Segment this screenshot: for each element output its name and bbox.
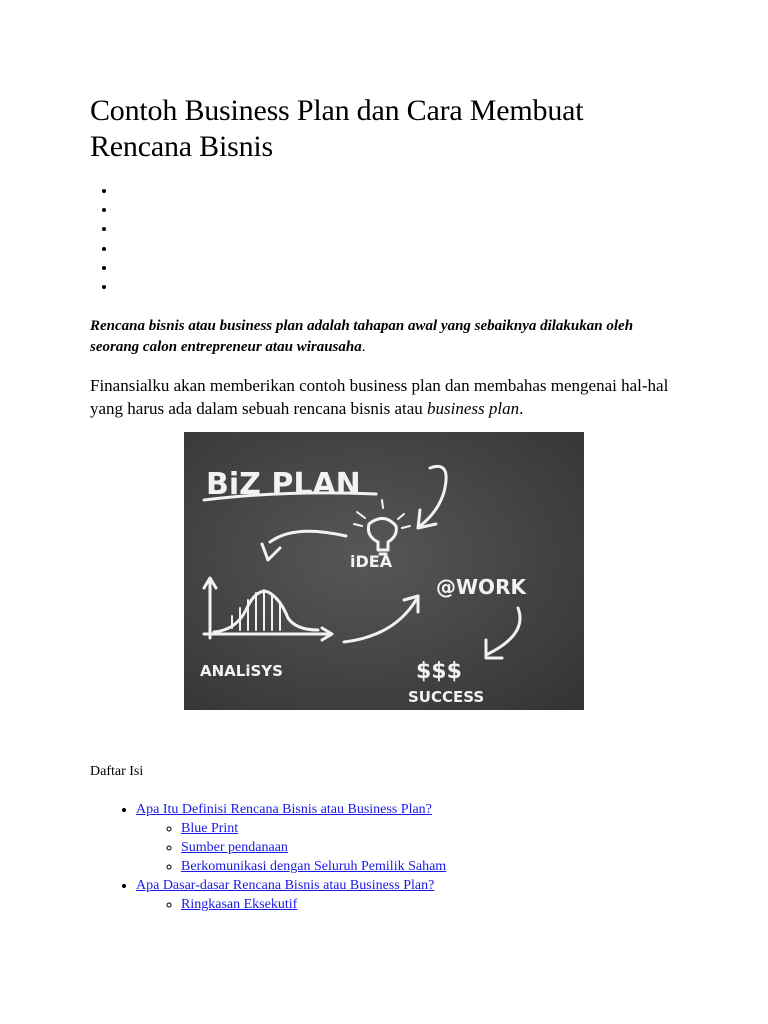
- toc-item: [136, 800, 446, 876]
- curve-hatching: [232, 590, 280, 630]
- empty-bullet-list: [90, 182, 117, 297]
- arrow-to-work: [344, 600, 416, 642]
- intro-emphasis: business plan: [427, 399, 520, 418]
- analisys-label: ANALiSYS: [200, 662, 283, 680]
- bulb-rays: [354, 500, 410, 528]
- toc-title: Daftar Isi: [90, 764, 144, 779]
- toc-sublink[interactable]: Blue Print: [181, 821, 239, 836]
- biz-plan-label: BiZ PLAN: [206, 467, 361, 502]
- toc-sublist: [136, 895, 446, 914]
- toc-sublink[interactable]: Sumber pendanaan: [181, 840, 288, 855]
- intro-text: Finansialku akan memberikan contoh business plan dan membahas mengenai hal-hal yang harus ada dalam sebuah rencana bisnis atau: [90, 376, 669, 418]
- lead-period: .: [361, 339, 366, 355]
- arrow-to-money: [488, 608, 520, 654]
- lead-text: Rencana bisnis atau business plan adalah tahapan awal yang sebaiknya dilakukan oleh seorang calon entrepreneur atau wirausaha: [90, 318, 634, 355]
- lead-paragraph: [90, 316, 670, 358]
- dollars-label: $$$: [416, 659, 462, 684]
- idea-label: iDEA: [350, 552, 393, 571]
- arrow-to-chart-head: [262, 544, 280, 560]
- toc-link[interactable]: Apa Itu Definisi Rencana Bisnis atau Business Plan?: [136, 802, 432, 817]
- bell-curve: [214, 591, 318, 632]
- toc-item: [136, 876, 446, 914]
- intro-period: .: [519, 399, 524, 418]
- table-of-contents: [90, 800, 446, 914]
- toc-sublink[interactable]: Ringkasan Eksekutif: [181, 897, 298, 912]
- lightbulb-icon: [368, 518, 396, 550]
- arrow-to-chart: [270, 531, 346, 542]
- toc-sublist: [136, 819, 446, 876]
- toc-subitem: [181, 895, 446, 914]
- toc-subitem: [181, 838, 446, 857]
- success-label: SUCCESS: [408, 688, 485, 706]
- work-label: @WORK: [436, 575, 526, 599]
- intro-paragraph: [90, 374, 670, 420]
- toc-sublink[interactable]: Berkomunikasi dengan Seluruh Pemilik Saham: [181, 859, 447, 874]
- toc-subitem: [181, 819, 446, 838]
- article-title: Contoh Business Plan dan Cara Membuat Rencana Bisnis: [90, 94, 584, 163]
- arrow-to-idea: [420, 466, 446, 526]
- toc-link[interactable]: Apa Dasar-dasar Rencana Bisnis atau Business Plan?: [136, 878, 435, 893]
- chalkboard-drawing: [184, 432, 584, 710]
- toc-subitem: [181, 857, 446, 876]
- biz-plan-chalkboard-image: [184, 432, 584, 710]
